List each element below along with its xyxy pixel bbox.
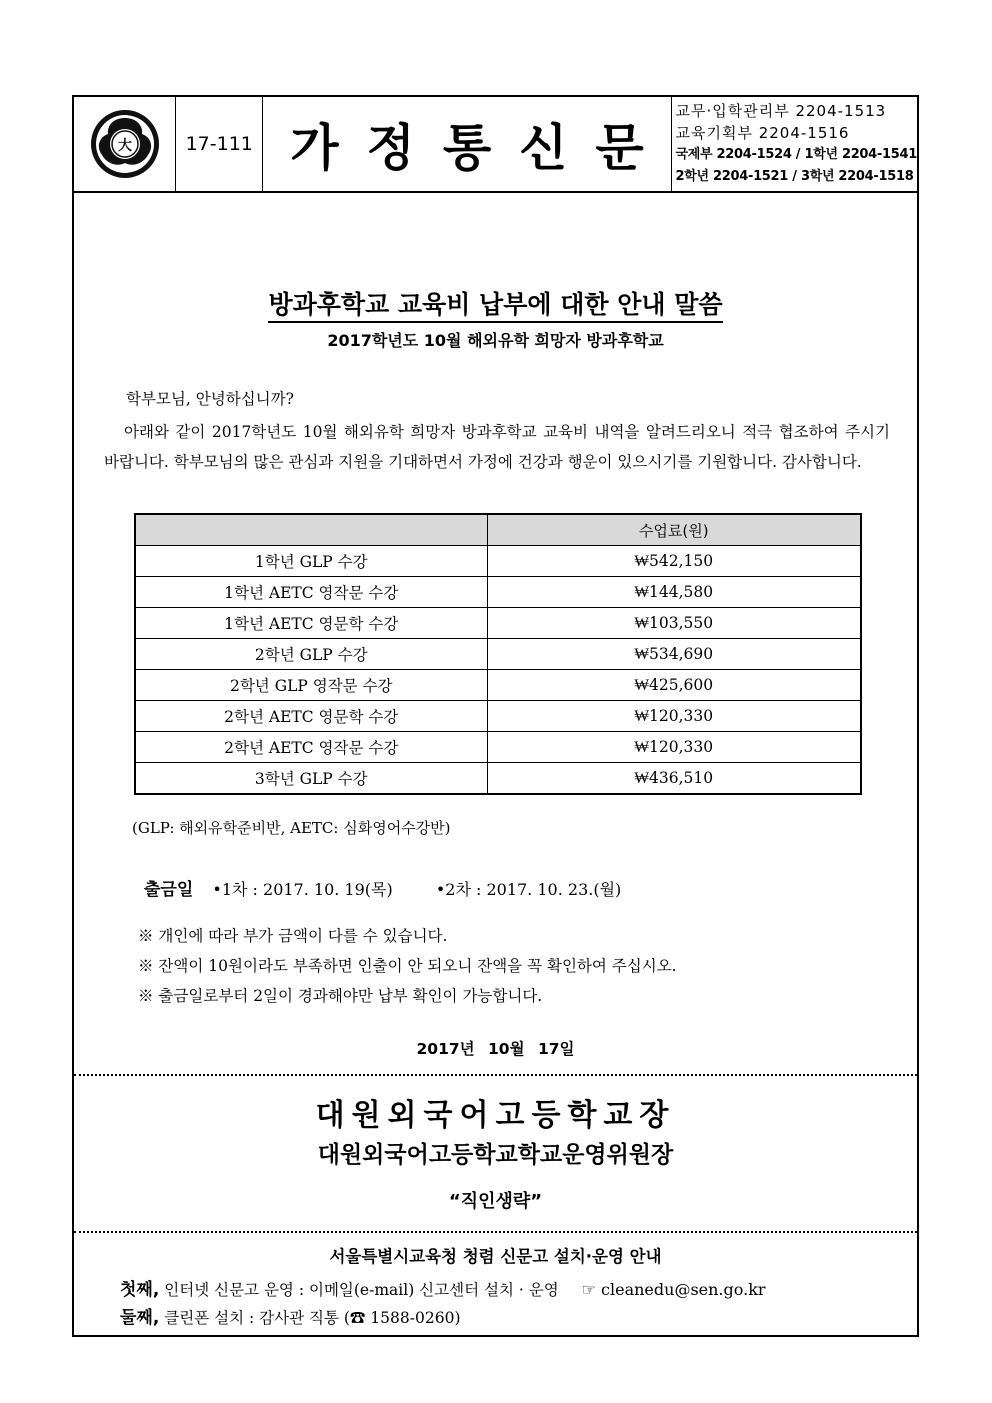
greeting: 학부모님, 안녕하십니까? [126,390,294,408]
document-title-wrap [74,285,917,321]
table-header-row [135,514,861,546]
table-row [135,670,861,701]
committee-name: 대원외국어고등학교학교운영위원장 [317,1142,674,1168]
clean-email-link[interactable]: ☞ cleanedu@sen.go.kr [581,1280,766,1299]
fee-cell: ₩534,690 [487,639,861,670]
clean-second-label: 둘째, [120,1308,160,1328]
fee-cell: ₩425,600 [487,670,861,701]
clean-second-text: 클린폰 설치 : 감사관 직통 (☎ 1588-0260) [164,1309,461,1327]
seal-omitted-note: “직인생략” [448,1191,543,1212]
dotted-divider [74,1074,917,1076]
fee-cell: ₩144,580 [487,577,861,608]
header [74,97,917,193]
contact-line: 국제부 2204-1524 / 1학년 2204-1541 [675,147,918,162]
clean-first-text: 인터넷 신문고 운영 : 이메일(e-mail) 신고센터 설치 · 운영 [164,1281,559,1299]
contact-list [672,97,918,191]
dotted-divider [74,1231,917,1233]
clean-first-label: 첫째, [120,1280,160,1300]
table-header-course [135,514,487,546]
issue-number: 17-111 [176,97,263,191]
table-row [135,577,861,608]
clean-report-title: 서울특별시교육청 청렴 신문고 설치·운영 안내 [329,1247,662,1266]
note-item: ※ 출금일로부터 2일이 경과해야만 납부 확인이 가능합니다. [138,987,543,1005]
fee-cell: ₩542,150 [487,546,861,577]
course-cell: 1학년 AETC 영작문 수강 [135,577,487,608]
principal-name: 대원외국어고등학교장 [315,1098,676,1133]
notes-list [138,921,677,1011]
newsletter-title: 가정통신문 [290,119,672,177]
course-cell: 1학년 AETC 영문학 수강 [135,608,487,639]
svg-text:大: 大 [117,138,132,154]
withdrawal-label: 출금일 [144,880,194,900]
table-row [135,546,861,577]
newsletter-frame [72,95,919,1337]
withdrawal-first: •1차 : 2017. 10. 19(목) [212,880,393,899]
contact-line: 교무·입학관리부 2204-1513 [675,102,887,120]
clean-first-line [120,1275,766,1300]
logo-cell [74,97,176,191]
course-cell: 2학년 GLP 수강 [135,639,487,670]
withdrawal-second: •2차 : 2017. 10. 23.(월) [435,880,622,899]
table-header-fee: 수업료(원) [487,514,861,546]
fee-cell: ₩103,550 [487,608,861,639]
fee-table [134,513,862,795]
table-row [135,763,861,795]
fee-cell: ₩120,330 [487,732,861,763]
course-cell: 1학년 GLP 수강 [135,546,487,577]
withdrawal-dates [144,875,621,900]
course-cell: 3학년 GLP 수강 [135,763,487,795]
document-title: 방과후학교 교육비 납부에 대한 안내 말씀 [268,290,722,323]
note-item: ※ 개인에 따라 부가 금액이 다를 수 있습니다. [138,927,448,945]
course-cell: 2학년 AETC 영문학 수강 [135,701,487,732]
newsletter-title-cell [263,97,671,191]
fee-cell: ₩436,510 [487,763,861,795]
contact-line: 교육기획부 2204-1516 [675,124,850,142]
table-row [135,701,861,732]
intro-paragraph: 아래와 같이 2017학년도 10월 해외유학 희망자 방과후학교 교육비 내역을 알려드리오니 적극 협조하여 주시기 바랍니다. 학부모님의 많은 관심과 지원을 기대하면서 가정에 건강과 행운이 있으시기를 기원합니다. 감사합니다. [104,423,890,471]
school-emblem-icon [88,107,162,181]
note-item: ※ 잔액이 10원이라도 부족하면 인출이 안 되오니 잔액을 꼭 확인하여 주십시오. [138,957,677,975]
abbreviation-legend: (GLP: 해외유학준비반, AETC: 심화영어수강반) [132,819,451,837]
course-cell: 2학년 AETC 영작문 수강 [135,732,487,763]
table-row [135,639,861,670]
issue-date: 2017년 10월 17일 [416,1040,575,1058]
table-row [135,732,861,763]
clean-second-line [120,1303,461,1328]
course-cell: 2학년 GLP 영작문 수강 [135,670,487,701]
contact-line: 2학년 2204-1521 / 3학년 2204-1518 [675,169,914,184]
fee-cell: ₩120,330 [487,701,861,732]
table-row [135,608,861,639]
document-subtitle: 2017학년도 10월 해외유학 희망자 방과후학교 [327,331,664,350]
